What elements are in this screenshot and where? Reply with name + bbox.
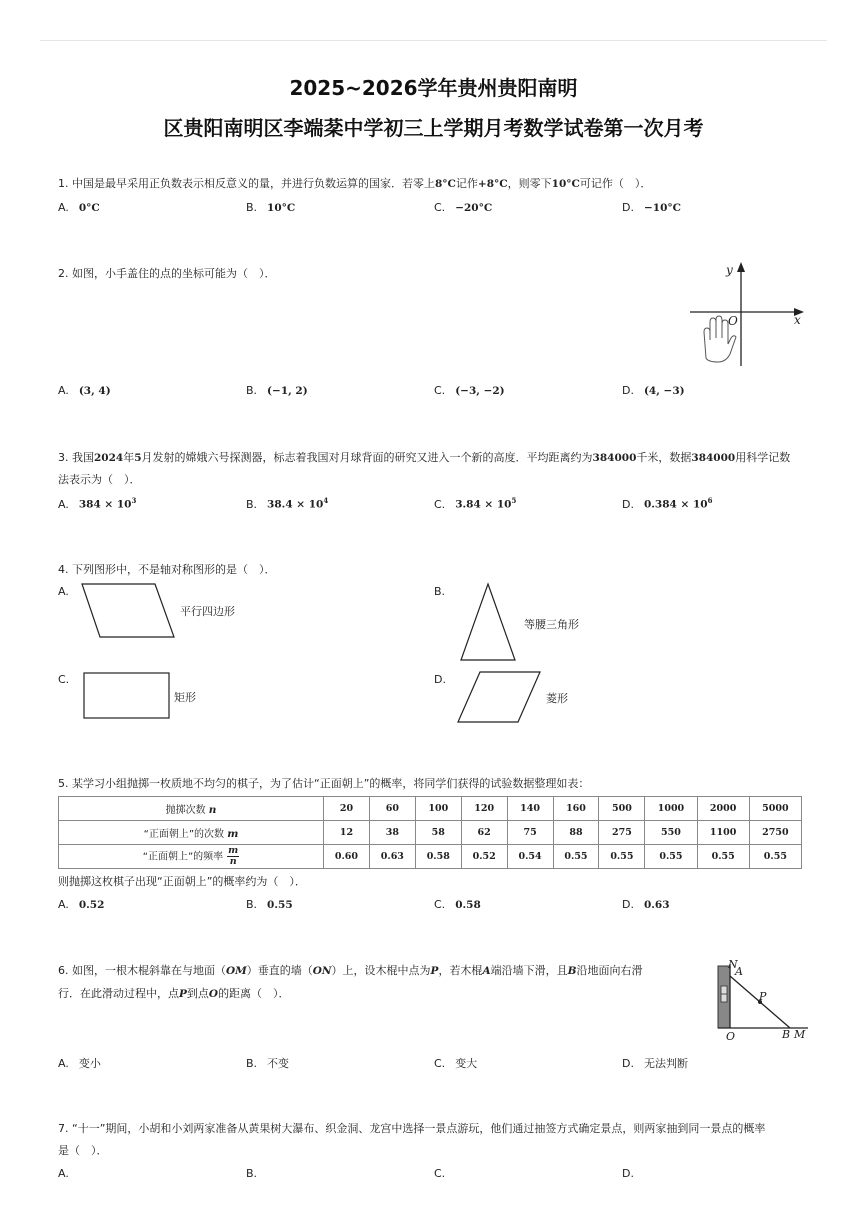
y-axis-arrow-icon: [737, 262, 745, 272]
q3-option-d[interactable]: D. $0.384 \times 10^6$: [622, 496, 713, 511]
svg-text:B: B: [782, 1028, 791, 1041]
q6-option-d[interactable]: D. 无法判断: [622, 1057, 688, 1070]
q4-option-a[interactable]: A.: [58, 585, 69, 598]
parallelogram-shape: [80, 582, 180, 642]
rectangle-shape: [83, 672, 171, 721]
q1-option-c[interactable]: C. −20°C: [434, 201, 493, 214]
q5-option-d[interactable]: D. 0.63: [622, 898, 670, 911]
question-6-text: 6. 如图，一根木棍斜靠在与地面（OM）垂直的墙（ON）上，设木棍中点为P，若木棍A端沿墙下滑，且B沿地面向右滑: [58, 964, 643, 977]
question-7-text: 7. “十一”期间，小胡和小刘两家准备从黄果树大瀑布、织金洞、龙宫中选择一景点游玩，他们通过抽签方式确定景点，则两家抽到同一景点的概率: [58, 1122, 766, 1135]
origin-label: O: [728, 314, 738, 328]
isosceles-triangle-label: 等腰三角形: [524, 618, 579, 631]
question-1-text: 1. 中国是最早采用正负数表示相反意义的量，并进行负数运算的国家．若零上8°C记作+8°C，则零下10°C可记作（ ）．: [58, 177, 652, 190]
fraction-m-over-n: $\frac{m}{n}$: [228, 845, 239, 867]
q2-option-d[interactable]: D. (4, −3): [622, 384, 685, 397]
page-title-line2: 区贵阳南明区李端棻中学初三上学期月考数学试卷第一次月考: [163, 116, 704, 140]
table-row-heads-count: “正面朝上”的次数 m 12 38 58 62 75 88 275 550 1100 2750: [59, 821, 802, 845]
q3-option-a[interactable]: A. $384 \times 10^3$: [58, 496, 137, 511]
q4-option-b[interactable]: B.: [434, 585, 446, 598]
row-header-frequency: “正面朝上”的频率 $\frac{m}{n}$: [59, 845, 324, 869]
rhombus-shape: [456, 670, 544, 726]
rectangle-label: 矩形: [174, 691, 196, 704]
table-row-throws: 抛掷次数 n 20 60 100 120 140 160 500 1000 2000 5000: [59, 797, 802, 821]
q7-option-b[interactable]: B.: [246, 1167, 258, 1180]
svg-text:N: N: [728, 958, 738, 971]
header-divider: [40, 40, 827, 41]
q2-option-b[interactable]: B. (−1, 2): [246, 384, 308, 397]
svg-text:P: P: [759, 990, 767, 1003]
q3-option-b[interactable]: B. $38.4 \times 10^4$: [246, 496, 329, 511]
row-header-heads-count: “正面朝上”的次数 m: [59, 821, 324, 845]
question-7-text-line2: 是（ ）．: [58, 1144, 108, 1157]
q2-option-a[interactable]: A. (3, 4): [58, 384, 111, 397]
question-3-text-line2: 法表示为（ ）．: [58, 473, 141, 486]
x-axis-label: x: [794, 313, 801, 327]
q4-option-d[interactable]: D.: [434, 673, 446, 686]
page-title-line1: 2025~2026学年贵州贵阳南明: [289, 76, 578, 100]
table-row-frequency: “正面朝上”的频率 $\frac{m}{n}$ 0.60 0.63 0.58 0.52 0.54 0.55 0.55 0.55 0.55 0.55: [59, 845, 802, 869]
row-header-throws: 抛掷次数 n: [59, 797, 324, 821]
q7-option-d[interactable]: D.: [622, 1167, 634, 1180]
q7-option-a[interactable]: A.: [58, 1167, 69, 1180]
q5-option-b[interactable]: B. 0.55: [246, 898, 293, 911]
question-2-text: 2. 如图，小手盖住的点的坐标可能为（ ）．: [58, 267, 276, 280]
frequency-table: [58, 796, 802, 869]
y-axis-label: y: [726, 263, 733, 277]
q1-option-a[interactable]: A. 0°C: [58, 201, 100, 214]
q7-option-c[interactable]: C.: [434, 1167, 446, 1180]
q6-option-c[interactable]: C. 变大: [434, 1057, 478, 1070]
q4-option-c[interactable]: C.: [58, 673, 70, 686]
q1-option-d[interactable]: D. −10°C: [622, 201, 681, 214]
svg-text:O: O: [726, 1030, 736, 1043]
coordinate-figure: [686, 258, 806, 370]
q2-option-c[interactable]: C. (−3, −2): [434, 384, 505, 397]
question-3-text: 3. 我国2024年5月发射的嫦娥六号探测器，标志着我国对月球背面的研究又进入一个新的高度．平均距离约为384000千米，数据384000用科学记数: [58, 451, 791, 464]
q3-option-c[interactable]: C. $3.84 \times 10^5$: [434, 496, 517, 511]
ladder-figure: [712, 958, 812, 1044]
svg-text:M: M: [794, 1028, 806, 1041]
question-5-after-text: 则抛掷这枚棋子出现“正面朝上”的概率约为（ ）．: [58, 875, 306, 888]
question-5-text: 5. 某学习小组抛掷一枚质地不均匀的棋子，为了估计“正面朝上”的概率，将同学们获得的试验数据整理如表：: [58, 777, 590, 790]
svg-text:A: A: [735, 965, 743, 978]
isosceles-triangle-shape: [459, 582, 519, 664]
question-6-text-line2: 行．在此滑动过程中，点P到点O的距离（ ）．: [58, 987, 290, 1000]
q1-option-b[interactable]: B. 10°C: [246, 201, 296, 214]
parallelogram-label: 平行四边形: [180, 605, 235, 618]
q6-option-b[interactable]: B. 不变: [246, 1057, 290, 1070]
question-4-text: 4. 下列图形中，不是轴对称图形的是（ ）．: [58, 563, 276, 576]
rhombus-label: 菱形: [546, 692, 568, 705]
q6-option-a[interactable]: A. 变小: [58, 1057, 101, 1070]
q5-option-a[interactable]: A. 0.52: [58, 898, 105, 911]
q5-option-c[interactable]: C. 0.58: [434, 898, 481, 911]
